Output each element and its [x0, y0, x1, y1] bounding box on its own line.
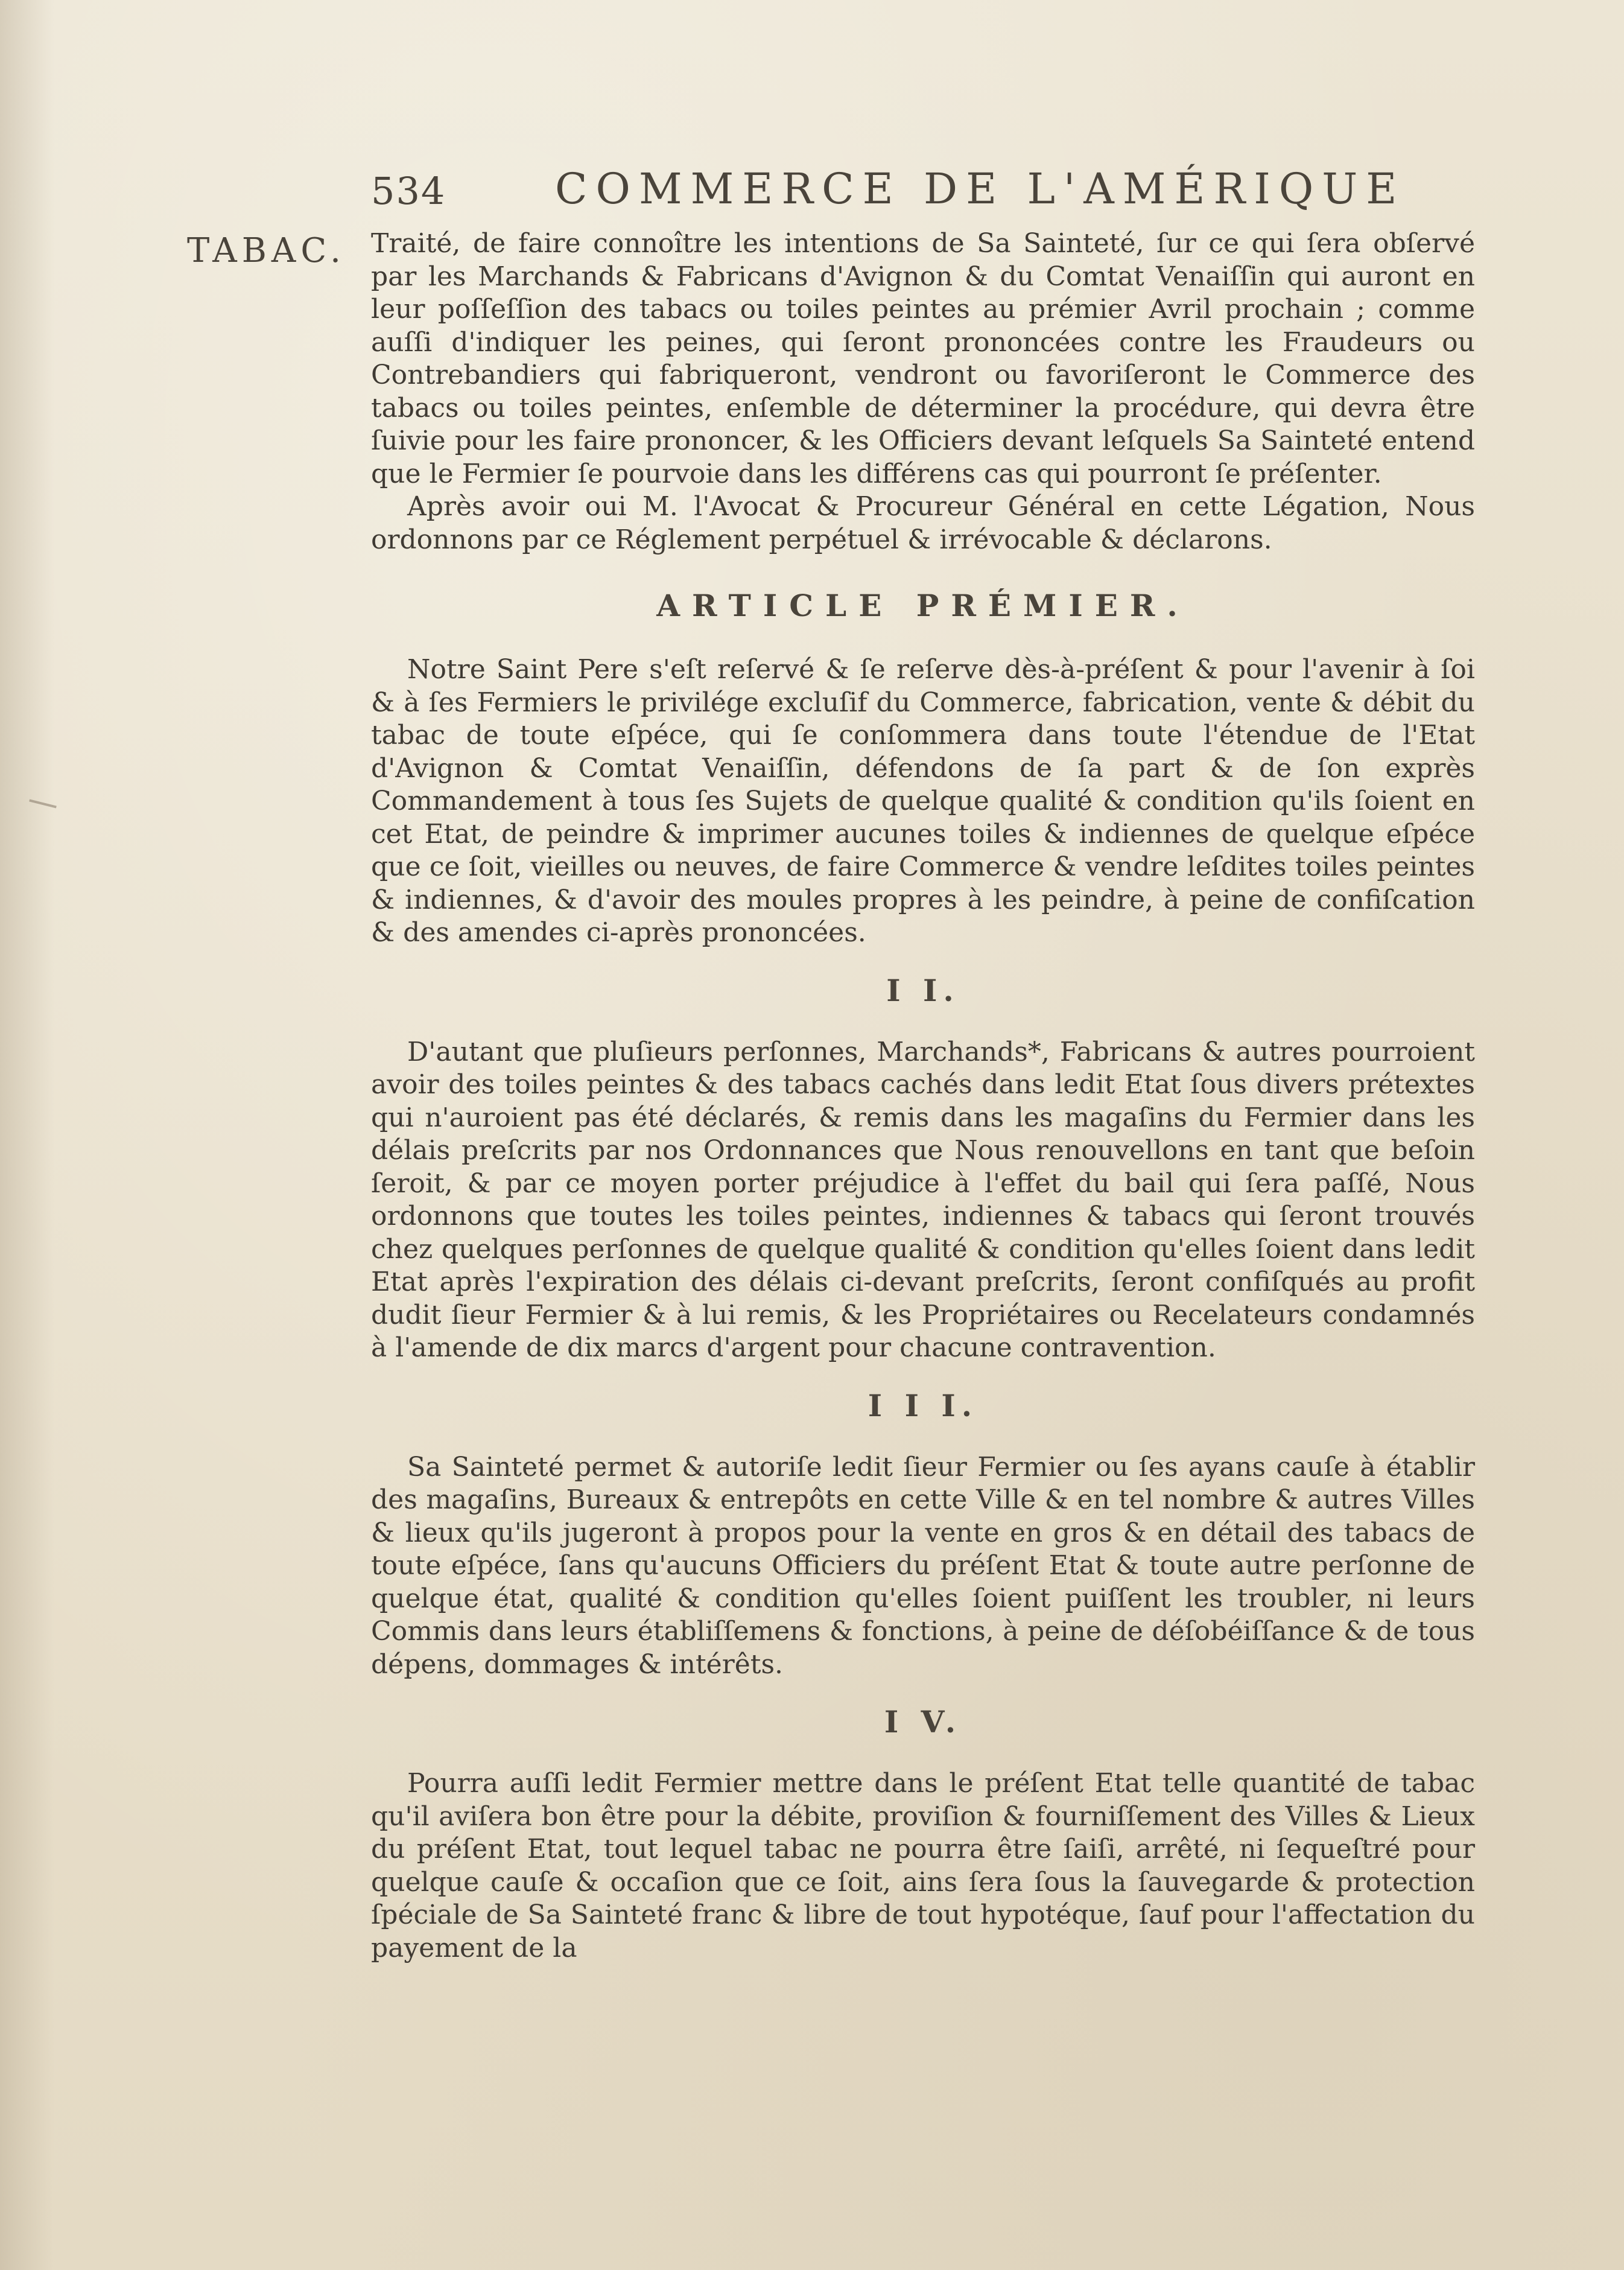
margin-mark	[29, 799, 57, 808]
section-heading-3: I I I.	[868, 1387, 979, 1423]
paragraph-article-3: Sa Sainteté permet & autoriſe ledit ſieur Fermier ou ſes ayans cauſe à établir des magaſins, Bureaux & entrepôts en cette Ville & en tel nombre & autres Villes & lieux qu'ils jugeront à propos pour la vente en gros & en détail des tabacs de toute eſpéce, ſans qu'aucuns Officiers du préſent Etat & toute autre perſonne de quelque état, qualité & condition qu'elles ſoient puiſſent les troubler, ni leurs Commis dans leurs établiſſemens & fonctions, à peine de déſobéiſſance & de tous dépens, dommages & intérêts.	[371, 1451, 1475, 1680]
page-number: 534	[371, 169, 446, 213]
page-header	[371, 158, 1406, 224]
body-text	[371, 226, 1475, 1965]
paragraph-ordinance: Après avoir oui M. l'Avocat & Procureur Général en cette Légation, Nous ordonnons par ce Réglement perpétuel & irrévocable & déclarons.	[371, 491, 1475, 555]
paragraph-article-4: Pourra auſſi ledit Fermier mettre dans le préſent Etat telle quantité de tabac qu'il aviſera bon être pour la débite, proviſion & fourniſſement des Villes & Lieux du préſent Etat, tout lequel tabac ne pourra être ſaiſi, arrêté, ni ſequeſtré pour quelque cauſe & occaſion que ce ſoit, ains ſera ſous la ſauvegarde & protection ſpéciale de Sa Sainteté franc & libre de tout hypotéque, ſauf pour l'affectation du payement de la	[371, 1768, 1475, 1963]
article-heading: ARTICLE PRÉMIER.	[656, 588, 1190, 623]
paragraph-article-2: D'autant que pluſieurs perſonnes, Marchands*, Fabricans & autres pourroient avoir des toiles peintes & des tabacs cachés dans ledit Etat ſous divers prétextes qui n'auroient pas été déclarés, & remis dans les magaſins du Fermier dans les délais preſcrits par nos Ordonnances que Nous renouvellons en tant que beſoin ſeroit, & par ce moyen porter préjudice à l'effet du bail qui ſera paſſé, Nous ordonnons que toutes les toiles peintes, indiennes & tabacs qui ſeront trouvés chez quelques perſonnes de quelque qualité & condition qu'elles ſoient dans ledit Etat après l'expiration des délais ci-devant preſcrits, ſeront confiſqués au profit dudit ſieur Fermier & à lui remis, & les Propriétaires ou Recelateurs condamnés à l'amende de dix marcs d'argent pour chacune contravention.	[371, 1036, 1475, 1363]
section-heading-4: I V.	[884, 1704, 962, 1740]
paragraph-preamble: Traité, de faire connoître les intentions de Sa Sainteté, ſur ce qui ſera obſervé par les Marchands & Fabricans d'Avignon & du Comtat Venaiſſin qui auront en leur poſſeſſion des tabacs ou toiles peintes au prémier Avril prochain ; comme auſſi d'indiquer les peines, qui ſeront prononcées contre les Fraudeurs ou Contrebandiers qui fabriqueront, vendront ou favoriſeront le Commerce des tabacs ou toiles peintes, enſemble de déterminer la procédure, qui devra être ſuivie pour les faire prononcer, & les Officiers devant leſquels Sa Sainteté entend que le Fermier ſe pourvoie dans les différens cas qui pourront ſe préſenter.	[371, 228, 1475, 489]
margin-note: TABAC.	[187, 231, 346, 270]
paragraph-article-1: Notre Saint Pere s'eſt reſervé & ſe reſerve dès-à-préſent & pour l'avenir à ſoi & à ſes Fermiers le privilége excluſif du Commerce, fabrication, vente & débit du tabac de toute eſpéce, qui ſe conſommera dans toute l'étendue de l'Etat d'Avignon & Comtat Venaiſſin, défendons de ſa part & de ſon exprès Commandement à tous ſes Sujets de quelque qualité & condition qu'ils ſoient en cet Etat, de peindre & imprimer aucunes toiles & indiennes de quelque eſpéce que ce ſoit, vieilles ou neuves, de faire Commerce & vendre leſdites toiles peintes & indiennes, & d'avoir des moules propres à les peindre, à peine de confiſcation & des amendes ci-après prononcées.	[371, 654, 1475, 948]
section-heading-2: I I.	[886, 972, 960, 1008]
running-title: COMMERCE DE L'AMÉRIQUE	[555, 164, 1406, 214]
